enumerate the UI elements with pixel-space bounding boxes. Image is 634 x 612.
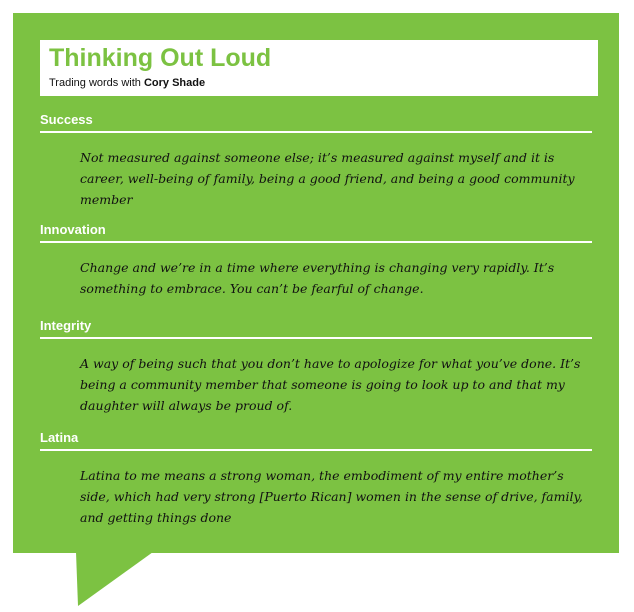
header-box bbox=[40, 40, 598, 96]
section-heading: Integrity bbox=[40, 318, 92, 333]
section-heading: Latina bbox=[40, 430, 79, 445]
section-divider bbox=[40, 241, 592, 243]
section-body: Change and we’re in a time where everything is changing very rapidly. It’s something to embrace. You can’t be fearful of change. bbox=[80, 260, 555, 296]
byline-prefix: Trading words with bbox=[49, 77, 144, 89]
section-divider bbox=[40, 131, 592, 133]
section-heading: Innovation bbox=[40, 222, 106, 237]
section-divider bbox=[40, 449, 592, 451]
section-body: A way of being such that you don’t have to apologize for what you’ve done. It’s being a community member that someone is going to look up to and that my daughter will always be proud of. bbox=[80, 356, 581, 413]
byline-name: Cory Shade bbox=[143, 77, 206, 89]
byline bbox=[49, 77, 205, 89]
section-body: Latina to me means a strong woman, the embodiment of my entire mother’s side, which had very strong [Puerto Rican] women in the sense of drive, family, and getting things done bbox=[80, 468, 583, 525]
section-divider bbox=[40, 337, 592, 339]
section-heading: Success bbox=[40, 112, 93, 127]
section-body: Not measured against someone else; it’s measured against myself and it is career, well-being of family, being a good friend, and being a good community member bbox=[80, 150, 575, 207]
page-title: Thinking Out Loud bbox=[49, 44, 272, 72]
